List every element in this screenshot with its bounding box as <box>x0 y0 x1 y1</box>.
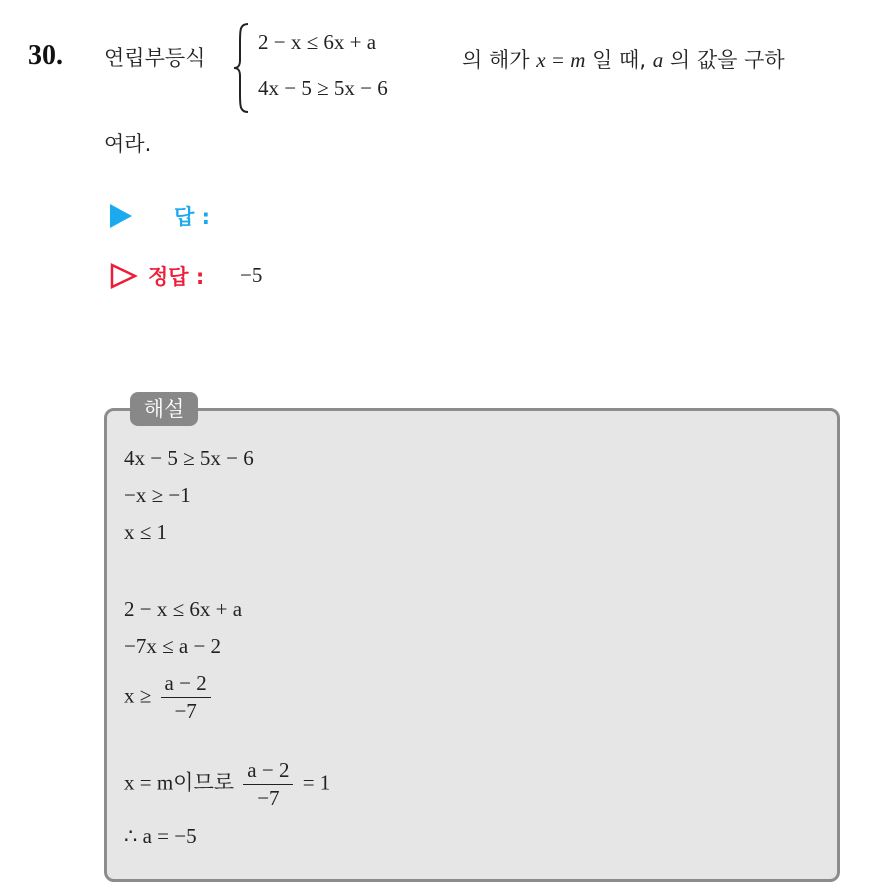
fraction-repeat-denominator: −7 <box>243 784 293 811</box>
system-inequality-1: 2 − x ≤ 6x + a <box>258 30 377 54</box>
tail-part-5: 의 값을 구하 <box>669 48 785 72</box>
fraction-repeat <box>243 758 293 811</box>
fraction-repeat-numerator: a − 2 <box>247 758 290 782</box>
correct-answer-label: 정답 : <box>148 265 205 289</box>
tail-part-2: x = m <box>536 48 586 72</box>
fraction-denominator: −7 <box>161 697 211 724</box>
solution-line-7 <box>124 758 330 811</box>
solution-line-2: −x ≥ −1 <box>124 483 191 507</box>
solution-line-7-lhs: x = m이므로 <box>124 770 235 795</box>
system-brace-icon <box>232 22 252 114</box>
tail-part-4: a <box>652 48 664 72</box>
fraction <box>161 671 211 724</box>
solution-tab-label: 해설 <box>130 392 198 426</box>
question-tail-text <box>462 44 785 74</box>
solution-line-1: 4x − 5 ≥ 5x − 6 <box>124 446 254 470</box>
tail-part-1: 의 해가 <box>462 48 530 72</box>
tail-part-3: 일 때, <box>592 48 647 72</box>
solution-line-3: x ≤ 1 <box>124 520 168 544</box>
system-inequality-2: 4x − 5 ≥ 5x − 6 <box>258 76 388 100</box>
solution-line-8: ∴ a = −5 <box>124 824 197 848</box>
solution-line-5: −7x ≤ a − 2 <box>124 634 222 658</box>
solution-line-6-lhs: x ≥ <box>124 683 152 708</box>
outline-arrow-icon <box>110 263 138 289</box>
question-line-2: 여라. <box>104 132 152 156</box>
solution-line-4: 2 − x ≤ 6x + a <box>124 597 243 621</box>
equals-one: = 1 <box>302 770 331 795</box>
question-number: 30. <box>28 40 63 71</box>
question-lead-text: 연립부등식 <box>104 46 206 70</box>
solution-line-6 <box>124 671 215 724</box>
correct-answer-row <box>110 260 410 292</box>
fraction-numerator: a − 2 <box>164 671 207 695</box>
answer-label: 답 : <box>174 205 210 229</box>
correct-answer-value: −5 <box>240 263 263 287</box>
play-arrow-icon <box>110 204 132 228</box>
answer-row <box>110 200 310 232</box>
